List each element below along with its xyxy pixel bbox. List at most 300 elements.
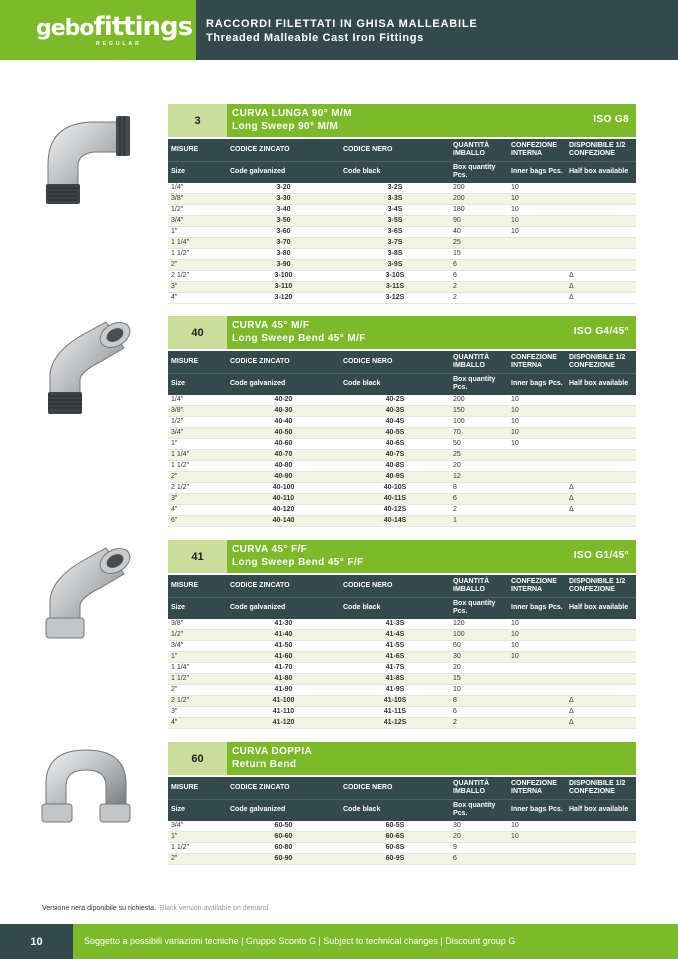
box-quantity-cell: 20 <box>450 663 508 674</box>
code-galvanized-cell: 3-50 <box>227 216 340 227</box>
box-quantity-cell: 200 <box>450 395 508 406</box>
code-galvanized-cell: 60-80 <box>227 843 340 854</box>
half-box-cell <box>566 238 636 249</box>
section-title-block <box>227 540 636 573</box>
table-row <box>168 718 636 729</box>
table-row <box>168 641 636 652</box>
box-quantity-cell: 150 <box>450 406 508 417</box>
inner-bags-cell <box>508 696 566 707</box>
section-title-bar <box>168 742 636 775</box>
section-title-block <box>227 104 636 137</box>
section-title-bar <box>168 104 636 137</box>
table-row <box>168 663 636 674</box>
code-black-cell: 40-8S <box>340 461 450 472</box>
half-box-cell <box>566 854 636 865</box>
code-galvanized-cell: 3-110 <box>227 282 340 293</box>
section-title-block <box>227 742 636 775</box>
col-header-codice-zincato: CODICE ZINCATO <box>227 777 340 799</box>
size-cell: 4" <box>168 718 227 729</box>
section-number: 40 <box>168 316 227 349</box>
half-box-cell <box>566 249 636 260</box>
box-quantity-cell: 30 <box>450 652 508 663</box>
code-black-cell: 3-8S <box>340 249 450 260</box>
size-cell: 1 1/2" <box>168 249 227 260</box>
section-title-bar <box>168 540 636 573</box>
black-version-note <box>42 905 270 912</box>
half-box-cell: Δ <box>566 271 636 282</box>
size-cell: 1 1/4" <box>168 663 227 674</box>
half-box-cell <box>566 450 636 461</box>
half-box-cell <box>566 663 636 674</box>
box-quantity-cell: 6 <box>450 707 508 718</box>
code-galvanized-cell: 40-90 <box>227 472 340 483</box>
inner-bags-cell <box>508 854 566 865</box>
code-black-cell: 41-3S <box>340 619 450 630</box>
specs-table <box>168 351 636 527</box>
code-black-cell: 41-4S <box>340 630 450 641</box>
inner-bags-cell <box>508 238 566 249</box>
table-row <box>168 685 636 696</box>
code-black-cell: 40-12S <box>340 505 450 516</box>
half-box-cell: Δ <box>566 718 636 729</box>
size-cell: 3/8" <box>168 194 227 205</box>
size-cell: 1" <box>168 652 227 663</box>
size-cell: 1" <box>168 439 227 450</box>
box-quantity-cell: 6 <box>450 271 508 282</box>
half-box-cell <box>566 516 636 527</box>
half-box-cell <box>566 832 636 843</box>
size-cell: 1 1/2" <box>168 461 227 472</box>
col-header-codice-nero: CODICE NERO <box>340 777 450 799</box>
header-title-italian: RACCORDI FILETTATI IN GHISA MALLEABILE <box>206 18 478 30</box>
product-image-return-bend <box>36 742 136 832</box>
inner-bags-cell <box>508 282 566 293</box>
inner-bags-cell <box>508 663 566 674</box>
col-header-inner-bags: Inner bags Pcs. <box>508 161 566 183</box>
code-galvanized-cell: 40-70 <box>227 450 340 461</box>
half-box-cell <box>566 194 636 205</box>
box-quantity-cell: 60 <box>450 641 508 652</box>
col-header-misure: MISURE <box>168 351 227 373</box>
col-header-size: Size <box>168 799 227 821</box>
col-header-size: Size <box>168 373 227 395</box>
table-subheader-row <box>168 597 636 619</box>
inner-bags-cell <box>508 516 566 527</box>
size-cell: 1/4" <box>168 183 227 194</box>
product-section-curva-doppia <box>168 742 636 865</box>
code-galvanized-cell: 40-120 <box>227 505 340 516</box>
box-quantity-cell: 2 <box>450 293 508 304</box>
table-row <box>168 843 636 854</box>
col-header-confezione: CONFEZIONE INTERNA <box>508 351 566 373</box>
table-row <box>168 652 636 663</box>
code-black-cell: 3-7S <box>340 238 450 249</box>
half-box-cell: Δ <box>566 707 636 718</box>
box-quantity-cell: 20 <box>450 461 508 472</box>
col-header-inner-bags: Inner bags Pcs. <box>508 799 566 821</box>
code-black-cell: 3-11S <box>340 282 450 293</box>
table-subheader-row <box>168 799 636 821</box>
col-header-code-galvanized: Code galvanized <box>227 799 340 821</box>
box-quantity-cell: 200 <box>450 194 508 205</box>
half-box-cell: Δ <box>566 505 636 516</box>
code-galvanized-cell: 41-100 <box>227 696 340 707</box>
size-cell: 6" <box>168 516 227 527</box>
size-cell: 1/2" <box>168 205 227 216</box>
size-cell: 4" <box>168 505 227 516</box>
size-cell: 2 1/2" <box>168 271 227 282</box>
box-quantity-cell: 30 <box>450 821 508 832</box>
code-black-cell: 41-11S <box>340 707 450 718</box>
table-row <box>168 183 636 194</box>
col-header-codice-zincato: CODICE ZINCATO <box>227 351 340 373</box>
section-title-italian: CURVA 45° F/F <box>232 544 308 555</box>
half-box-cell <box>566 641 636 652</box>
box-quantity-cell: 25 <box>450 238 508 249</box>
table-row <box>168 472 636 483</box>
inner-bags-cell <box>508 707 566 718</box>
table-header-row <box>168 139 636 161</box>
col-header-size: Size <box>168 597 227 619</box>
page-number-box <box>0 924 73 959</box>
table-subheader-row <box>168 161 636 183</box>
size-cell: 2 1/2" <box>168 483 227 494</box>
product-image-elbow-90-mm <box>36 104 136 214</box>
half-box-cell <box>566 843 636 854</box>
half-box-cell <box>566 428 636 439</box>
section-title-english: Long Sweep Bend 45° M/F <box>232 333 366 344</box>
inner-bags-cell <box>508 293 566 304</box>
inner-bags-cell: 10 <box>508 205 566 216</box>
col-header-code-galvanized: Code galvanized <box>227 597 340 619</box>
inner-bags-cell <box>508 843 566 854</box>
code-galvanized-cell: 3-20 <box>227 183 340 194</box>
table-row <box>168 494 636 505</box>
table-row <box>168 205 636 216</box>
code-galvanized-cell: 41-70 <box>227 663 340 674</box>
col-header-box-quantity: Box quantity Pcs. <box>450 597 508 619</box>
code-black-cell: 40-9S <box>340 472 450 483</box>
code-black-cell: 40-10S <box>340 483 450 494</box>
half-box-cell <box>566 417 636 428</box>
inner-bags-cell: 10 <box>508 216 566 227</box>
section-title-italian: CURVA 45° M/F <box>232 320 310 331</box>
box-quantity-cell: 180 <box>450 205 508 216</box>
code-black-cell: 3-12S <box>340 293 450 304</box>
col-header-confezione: CONFEZIONE INTERNA <box>508 777 566 799</box>
code-galvanized-cell: 41-30 <box>227 619 340 630</box>
code-black-cell: 41-5S <box>340 641 450 652</box>
col-header-code-black: Code black <box>340 799 450 821</box>
code-galvanized-cell: 40-40 <box>227 417 340 428</box>
box-quantity-cell: 50 <box>450 439 508 450</box>
code-galvanized-cell: 41-50 <box>227 641 340 652</box>
size-cell: 3/4" <box>168 641 227 652</box>
half-box-cell <box>566 183 636 194</box>
code-black-cell: 60-5S <box>340 821 450 832</box>
box-quantity-cell: 200 <box>450 183 508 194</box>
code-galvanized-cell: 3-70 <box>227 238 340 249</box>
size-cell: 2" <box>168 472 227 483</box>
col-header-code-black: Code black <box>340 373 450 395</box>
code-black-cell: 3-9S <box>340 260 450 271</box>
specs-table <box>168 575 636 729</box>
half-box-cell <box>566 260 636 271</box>
box-quantity-cell: 25 <box>450 450 508 461</box>
code-black-cell: 3-5S <box>340 216 450 227</box>
section-title-english: Return Bend <box>232 759 297 770</box>
inner-bags-cell: 10 <box>508 821 566 832</box>
col-header-inner-bags: Inner bags Pcs. <box>508 373 566 395</box>
half-box-cell <box>566 674 636 685</box>
col-header-disponibile: DISPONIBILE 1/2 CONFEZIONE <box>566 575 636 597</box>
box-quantity-cell: 6 <box>450 260 508 271</box>
table-row <box>168 696 636 707</box>
half-box-cell <box>566 472 636 483</box>
table-row <box>168 271 636 282</box>
box-quantity-cell: 2 <box>450 505 508 516</box>
code-black-cell: 3-4S <box>340 205 450 216</box>
section-title-block <box>227 316 636 349</box>
inner-bags-cell: 10 <box>508 417 566 428</box>
half-box-cell <box>566 461 636 472</box>
code-black-cell: 41-9S <box>340 685 450 696</box>
box-quantity-cell: 15 <box>450 674 508 685</box>
section-title-italian: CURVA DOPPIA <box>232 746 313 757</box>
inner-bags-cell <box>508 472 566 483</box>
col-header-codice-zincato: CODICE ZINCATO <box>227 575 340 597</box>
inner-bags-cell <box>508 260 566 271</box>
product-section-curva-lunga <box>168 104 636 304</box>
col-header-box-quantity: Box quantity Pcs. <box>450 161 508 183</box>
half-box-cell <box>566 821 636 832</box>
col-header-inner-bags: Inner bags Pcs. <box>508 597 566 619</box>
col-header-misure: MISURE <box>168 575 227 597</box>
code-galvanized-cell: 40-100 <box>227 483 340 494</box>
code-galvanized-cell: 3-80 <box>227 249 340 260</box>
col-header-half-box: Half box available <box>566 799 636 821</box>
code-galvanized-cell: 60-90 <box>227 854 340 865</box>
col-header-codice-nero: CODICE NERO <box>340 351 450 373</box>
inner-bags-cell: 10 <box>508 832 566 843</box>
code-galvanized-cell: 60-60 <box>227 832 340 843</box>
code-black-cell: 41-8S <box>340 674 450 685</box>
code-black-cell: 41-7S <box>340 663 450 674</box>
code-galvanized-cell: 41-110 <box>227 707 340 718</box>
size-cell: 2" <box>168 854 227 865</box>
product-image-bend-45-mf <box>36 314 136 424</box>
inner-bags-cell <box>508 718 566 729</box>
table-row <box>168 707 636 718</box>
code-black-cell: 3-6S <box>340 227 450 238</box>
code-galvanized-cell: 3-120 <box>227 293 340 304</box>
inner-bags-cell <box>508 483 566 494</box>
iso-code: ISO G1/45° <box>573 550 629 561</box>
half-box-cell <box>566 205 636 216</box>
table-row <box>168 619 636 630</box>
size-cell: 2" <box>168 260 227 271</box>
table-row <box>168 516 636 527</box>
box-quantity-cell: 70 <box>450 428 508 439</box>
col-header-box-quantity: Box quantity Pcs. <box>450 373 508 395</box>
col-header-misure: MISURE <box>168 139 227 161</box>
inner-bags-cell: 10 <box>508 641 566 652</box>
box-quantity-cell: 90 <box>450 216 508 227</box>
code-black-cell: 40-7S <box>340 450 450 461</box>
table-row <box>168 249 636 260</box>
col-header-quantita: QUANTITÀ IMBALLO <box>450 575 508 597</box>
box-quantity-cell: 40 <box>450 227 508 238</box>
inner-bags-cell: 10 <box>508 406 566 417</box>
col-header-codice-nero: CODICE NERO <box>340 575 450 597</box>
note-italian: Versione nera diponibile su richiesta. <box>42 905 157 912</box>
table-row <box>168 505 636 516</box>
code-black-cell: 40-6S <box>340 439 450 450</box>
col-header-misure: MISURE <box>168 777 227 799</box>
table-header-row <box>168 351 636 373</box>
section-title-italian: CURVA LUNGA 90° M/M <box>232 108 352 119</box>
section-number: 3 <box>168 104 227 137</box>
box-quantity-cell: 100 <box>450 417 508 428</box>
code-galvanized-cell: 40-140 <box>227 516 340 527</box>
size-cell: 1 1/2" <box>168 843 227 854</box>
code-black-cell: 40-3S <box>340 406 450 417</box>
code-black-cell: 3-3S <box>340 194 450 205</box>
box-quantity-cell: 120 <box>450 619 508 630</box>
code-black-cell: 40-4S <box>340 417 450 428</box>
box-quantity-cell: 6 <box>450 854 508 865</box>
code-black-cell: 41-10S <box>340 696 450 707</box>
code-black-cell: 40-14S <box>340 516 450 527</box>
page-number: 10 <box>30 935 43 948</box>
col-header-confezione: CONFEZIONE INTERNA <box>508 139 566 161</box>
code-black-cell: 60-6S <box>340 832 450 843</box>
half-box-cell <box>566 395 636 406</box>
box-quantity-cell: 2 <box>450 718 508 729</box>
box-quantity-cell: 8 <box>450 483 508 494</box>
product-section-curva-45-ff <box>168 540 636 729</box>
section-title-english: Long Sweep 90° M/M <box>232 121 339 132</box>
box-quantity-cell: 8 <box>450 696 508 707</box>
inner-bags-cell: 10 <box>508 194 566 205</box>
inner-bags-cell <box>508 674 566 685</box>
table-row <box>168 854 636 865</box>
size-cell: 3/8" <box>168 619 227 630</box>
box-quantity-cell: 6 <box>450 494 508 505</box>
col-header-box-quantity: Box quantity Pcs. <box>450 799 508 821</box>
half-box-cell: Δ <box>566 282 636 293</box>
table-row <box>168 395 636 406</box>
size-cell: 4" <box>168 293 227 304</box>
inner-bags-cell <box>508 505 566 516</box>
table-row <box>168 216 636 227</box>
inner-bags-cell: 10 <box>508 395 566 406</box>
section-title-english: Long Sweep Bend 45° F/F <box>232 557 364 568</box>
half-box-cell <box>566 439 636 450</box>
col-header-quantita: QUANTITÀ IMBALLO <box>450 777 508 799</box>
section-number: 41 <box>168 540 227 573</box>
box-quantity-cell: 12 <box>450 472 508 483</box>
size-cell: 1" <box>168 227 227 238</box>
table-row <box>168 282 636 293</box>
col-header-half-box: Half box available <box>566 597 636 619</box>
table-row <box>168 450 636 461</box>
code-galvanized-cell: 40-60 <box>227 439 340 450</box>
table-row <box>168 260 636 271</box>
code-galvanized-cell: 3-100 <box>227 271 340 282</box>
code-galvanized-cell: 3-30 <box>227 194 340 205</box>
inner-bags-cell <box>508 494 566 505</box>
col-header-code-black: Code black <box>340 161 450 183</box>
inner-bags-cell: 10 <box>508 630 566 641</box>
code-galvanized-cell: 40-50 <box>227 428 340 439</box>
half-box-cell <box>566 227 636 238</box>
table-row <box>168 832 636 843</box>
code-galvanized-cell: 41-90 <box>227 685 340 696</box>
size-cell: 3/4" <box>168 216 227 227</box>
box-quantity-cell: 2 <box>450 282 508 293</box>
table-subheader-row <box>168 373 636 395</box>
size-cell: 3/8" <box>168 406 227 417</box>
box-quantity-cell: 20 <box>450 832 508 843</box>
half-box-cell <box>566 652 636 663</box>
table-row <box>168 483 636 494</box>
code-galvanized-cell: 60-50 <box>227 821 340 832</box>
logo-subtitle: REGULAR <box>96 41 142 47</box>
box-quantity-cell: 1 <box>450 516 508 527</box>
section-number: 60 <box>168 742 227 775</box>
size-cell: 1 1/2" <box>168 674 227 685</box>
code-black-cell: 60-9S <box>340 854 450 865</box>
inner-bags-cell <box>508 271 566 282</box>
inner-bags-cell: 10 <box>508 619 566 630</box>
size-cell: 1/2" <box>168 417 227 428</box>
half-box-cell <box>566 685 636 696</box>
page-footer <box>0 924 678 959</box>
size-cell: 1 1/4" <box>168 238 227 249</box>
size-cell: 3/4" <box>168 428 227 439</box>
table-row <box>168 406 636 417</box>
page-header <box>0 0 678 60</box>
inner-bags-cell <box>508 450 566 461</box>
size-cell: 1 1/4" <box>168 450 227 461</box>
inner-bags-cell: 10 <box>508 227 566 238</box>
inner-bags-cell: 10 <box>508 428 566 439</box>
col-header-half-box: Half box available <box>566 373 636 395</box>
half-box-cell: Δ <box>566 483 636 494</box>
col-header-quantita: QUANTITÀ IMBALLO <box>450 351 508 373</box>
code-galvanized-cell: 41-80 <box>227 674 340 685</box>
inner-bags-cell <box>508 249 566 260</box>
inner-bags-cell <box>508 461 566 472</box>
col-header-disponibile: DISPONIBILE 1/2 CONFEZIONE <box>566 351 636 373</box>
code-black-cell: 60-8S <box>340 843 450 854</box>
col-header-quantita: QUANTITÀ IMBALLO <box>450 139 508 161</box>
section-title-bar <box>168 316 636 349</box>
half-box-cell <box>566 619 636 630</box>
half-box-cell: Δ <box>566 293 636 304</box>
size-cell: 1/2" <box>168 630 227 641</box>
size-cell: 3/4" <box>168 821 227 832</box>
table-row <box>168 293 636 304</box>
product-image-bend-45-ff <box>36 540 136 650</box>
box-quantity-cell: 9 <box>450 843 508 854</box>
col-header-codice-nero: CODICE NERO <box>340 139 450 161</box>
table-row <box>168 428 636 439</box>
table-row <box>168 227 636 238</box>
col-header-half-box: Half box available <box>566 161 636 183</box>
col-header-confezione: CONFEZIONE INTERNA <box>508 575 566 597</box>
